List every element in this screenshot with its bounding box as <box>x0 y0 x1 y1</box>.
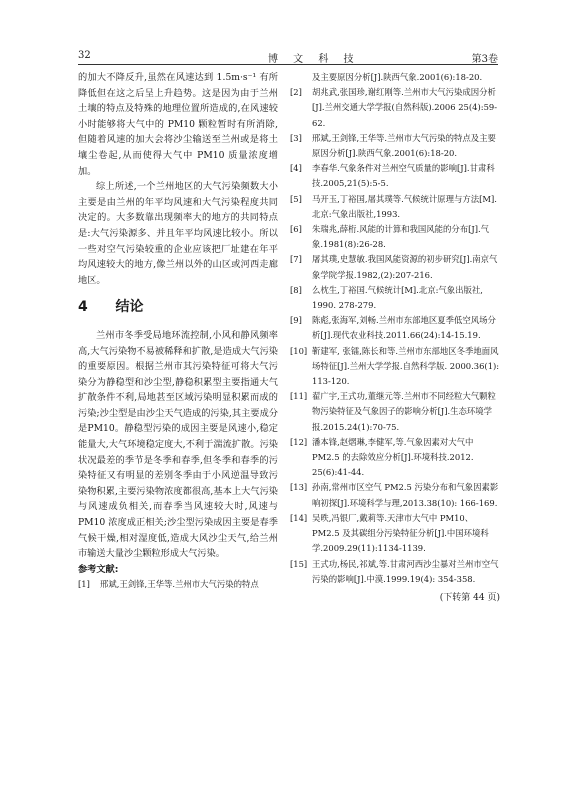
reference-item <box>290 131 500 161</box>
reference-number: [4] <box>290 163 302 174</box>
reference-text: 陈彪,张海军,刘畅.兰州市东部地区夏季低空风场分析[J].现代农业科技.2011.66(24):14-15.19. <box>312 315 496 341</box>
reference-number: [8] <box>290 284 302 295</box>
reference-text: 李春华.气象条件对兰州空气质量的影响[J].甘肃科技.2005,21(5):5-5. <box>312 163 495 189</box>
reference-item <box>290 283 500 313</box>
reference-item <box>290 344 500 390</box>
reference-number: [14] <box>290 512 308 523</box>
volume-label: 第3卷 <box>471 54 498 65</box>
reference-number <box>290 70 312 85</box>
right-column <box>290 70 500 607</box>
page-number: 32 <box>78 50 91 61</box>
journal-title: 博 文 科 技 <box>268 54 360 65</box>
reference-number: [1] <box>78 579 90 590</box>
reference-item <box>290 435 500 481</box>
reference-text: 孙南,常州市区空气 PM2.5 污染分布和气象因素影响初探[J].环境科学与理,2013.38(10): 166-169. <box>312 482 499 508</box>
reference-item <box>290 161 500 191</box>
reference-number: [12] <box>290 436 308 447</box>
reference-number: [10] <box>290 345 308 356</box>
paragraph-conclusion: 兰州市冬季受局地环流控制,小风和静风频率高,大气污染物不易被稀释和扩散,是造成大气污染的重要原因。根据兰州市其污染特征可将大气污染分为静稳型和沙尘型,静稳积累型主要指通大气扩散条件不利,局地甚至区域污染明显积累而成的污染;沙尘型是由沙尘天气造成的污染,其主要成分是PM10。静稳型污染的成因主要是风速小,稳定能量大,大气环境稳定度大,不利于湍流扩散。污染状况最差的季节是冬季和春季,但冬季和春季的污染特征又有明显的差别冬季由于小风逆温导致污染物积累,主要污染物浓度都很高,基本上大气污染与风速成负相关,而春季当风速较大时,风速与 PM10 浓度成正相关;沙尘型污染成因主要是春季气候干燥,相对湿度低,造成大风沙尘天气,给兰州市输送大量沙尘颗粒形成大气污染。 <box>78 329 278 560</box>
reference-number: [6] <box>290 224 302 235</box>
reference-text: 邢斌,王剑锋,王华等.兰州市大气污染的特点 <box>100 579 259 590</box>
reference-item <box>290 192 500 222</box>
reference-item <box>78 577 278 592</box>
reference-number: [7] <box>290 254 302 265</box>
reference-text: 翟广宇,王式功,董继元等.兰州市不同经粒大气颗粒物污染特征及气象因子的影响分析[J].生态环境学报.2015.24(1):70-75. <box>312 391 496 432</box>
reference-number: [13] <box>290 482 308 493</box>
reference-item <box>290 70 500 85</box>
reference-list <box>290 70 500 587</box>
reference-item <box>290 557 500 587</box>
left-column <box>78 70 278 593</box>
reference-item <box>290 480 500 510</box>
reference-number: [5] <box>290 193 302 204</box>
reference-item <box>290 313 500 343</box>
reference-text: 胡兆武,张国珍,谢红刚等.兰州市大气污染成因分析[J].兰州交通大学学报(自然科版).2006 25(4):59-62. <box>312 87 498 128</box>
references-title: 参考文献: <box>78 563 119 575</box>
reference-text: 吴昳,冯银厂,戴莉等.天津市大气中 PM10、PM2.5 及其碳组分污染特征分析[J].中国环境科学.2009.29(11):1134-1139. <box>312 512 489 554</box>
reference-text: 么枕生,丁裕国.气候统计[M].北京:气象出版社, 1990. 278-279. <box>312 284 483 311</box>
reference-text: 屠其璞,史慧敏.我国风能资源的初步研究[J].南京气象学院学报.1982,(2):207-216. <box>312 254 498 280</box>
reference-item <box>290 252 500 282</box>
reference-text: 及主要原因分析[J].陕西气象.2001(6):18-20. <box>312 72 483 82</box>
reference-item <box>290 85 500 131</box>
reference-text: 朱瑞兆,薛桁.风能的计算和我国风能的分布[J].气象.1981(8):26-28. <box>312 224 490 250</box>
paragraph-summary: 综上所述,一个兰州地区的大气污染频数大小主要是由兰州的年平均风速和大气污染程度共同决定的。大多数靠出现频率大的地方的共同特点是:大气污染源多、并且年平均风速比较小。所以一些对空气污染较重的企业应该把厂址建在年平均风速较大的地方,像兰州以外的山区或河西走廊地区。 <box>78 181 278 286</box>
reference-number: [3] <box>290 132 302 143</box>
reference-text: 潘本锋,赵熠琳,李健军,等.气象因素对大气中 PM2.5 的去除效应分析[J].环境科技.2012. 25(6):41-44. <box>312 436 474 478</box>
reference-number: [9] <box>290 315 302 326</box>
reference-text: 王式功,杨民,祁斌,等.甘肃河西沙尘暴对兰州市空气污染的影响[J].中漠.1999.19(4): 354-358. <box>312 558 499 584</box>
reference-item <box>290 511 500 557</box>
section-title: 结论 <box>115 299 144 316</box>
reference-item <box>290 222 500 252</box>
reference-number: [15] <box>290 558 308 569</box>
paragraph-wind-speed: 的加大不降反升,虽然在风速达到 1.5m·s⁻¹ 有所降低但在这之后呈上升趋势。这是因为由于兰州土壤的特点及特殊的地理位置所造成的,在风速较小时能够将大气中的 PM10 颗粒暂时有所消除,但随着风速的加大会将沙尘输送至兰州或是将土壤尘卷起,从而使得大气中 PM10 质量浓度增加。 <box>78 72 278 177</box>
section-number: 4 <box>78 299 88 316</box>
reference-number: [11] <box>290 391 308 402</box>
reference-text: 靳建军, 张镭,陈长和等.兰州市东部地区冬季地面风场特征[J].兰州大学学报.自然科学版. 2000.36(1): 113-120. <box>312 345 500 387</box>
reference-text: 马开玉,丁裕国,屠其璞等.气候统计原理与方法[M].北京:气象出版社,1993. <box>312 193 497 219</box>
header-rule <box>78 64 498 65</box>
section-heading <box>78 300 278 316</box>
continuation-note: (下转第 44 页) <box>439 592 500 603</box>
reference-number: [2] <box>290 87 302 98</box>
reference-item <box>290 389 500 435</box>
reference-text: 邢斌,王剑锋,王华等.兰州市大气污染的特点及主要原因分析[J].陕西气象.2001(6):18-20. <box>312 132 496 159</box>
